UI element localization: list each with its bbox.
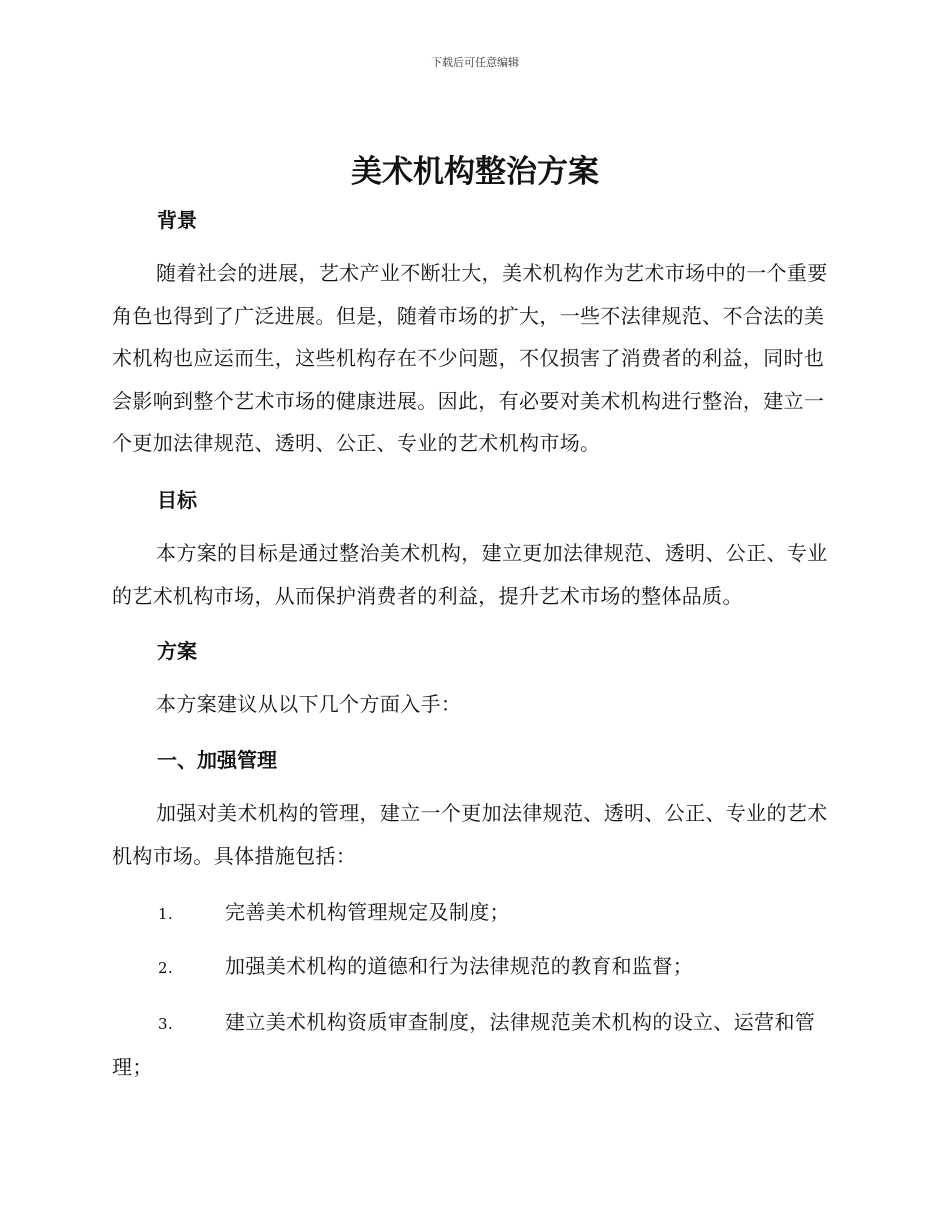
list-item-text: 建立美术机构资质审查制度，法律规范美术机构的设立、运营和管理； — [112, 1010, 816, 1079]
paragraph-background: 随着社会的进展，艺术产业不断壮大，美术机构作为艺术市场中的一个重要角色也得到了广泛进展。但是，随着市场的扩大，一些不法律规范、不合法的美术机构也应运而生，这些机构存在不少问题，不仅损害了消费者的利益，同时也会影响到整个艺术市场的健康进展。因此，有必要对美术机构进行整治，建立一个更加法律规范、透明、公正、专业的艺术机构市场。 — [112, 261, 828, 455]
list-item-number: 3. — [158, 1015, 174, 1033]
paragraph-plan: 本方案建议从以下几个方面入手： — [156, 692, 462, 716]
list-item — [112, 891, 832, 936]
list-item — [112, 1001, 832, 1088]
paragraph-goal: 本方案的目标是通过整治美术机构，建立更加法律规范、透明、公正、专业的艺术机构市场，从而保护消费者的利益，提升艺术市场的整体品质。 — [112, 541, 828, 608]
list-item-number: 1. — [158, 905, 174, 923]
list-item-text: 加强美术机构的道德和行为法律规范的教育和监督； — [225, 954, 694, 978]
heading-management: 一、加强管理 — [157, 748, 277, 772]
heading-plan: 方案 — [157, 639, 197, 663]
heading-goal: 目标 — [157, 488, 197, 512]
document-title: 美术机构整治方案 — [351, 154, 599, 190]
list-item-text: 完善美术机构管理规定及制度； — [225, 900, 510, 924]
paragraph-management: 加强对美术机构的管理，建立一个更加法律规范、透明、公正、专业的艺术机构市场。具体措施包括： — [112, 801, 828, 868]
list-item — [112, 945, 832, 990]
header-note: 下载后可任意编辑 — [431, 56, 519, 69]
heading-background: 背景 — [157, 208, 197, 232]
list-item-number: 2. — [158, 959, 174, 977]
